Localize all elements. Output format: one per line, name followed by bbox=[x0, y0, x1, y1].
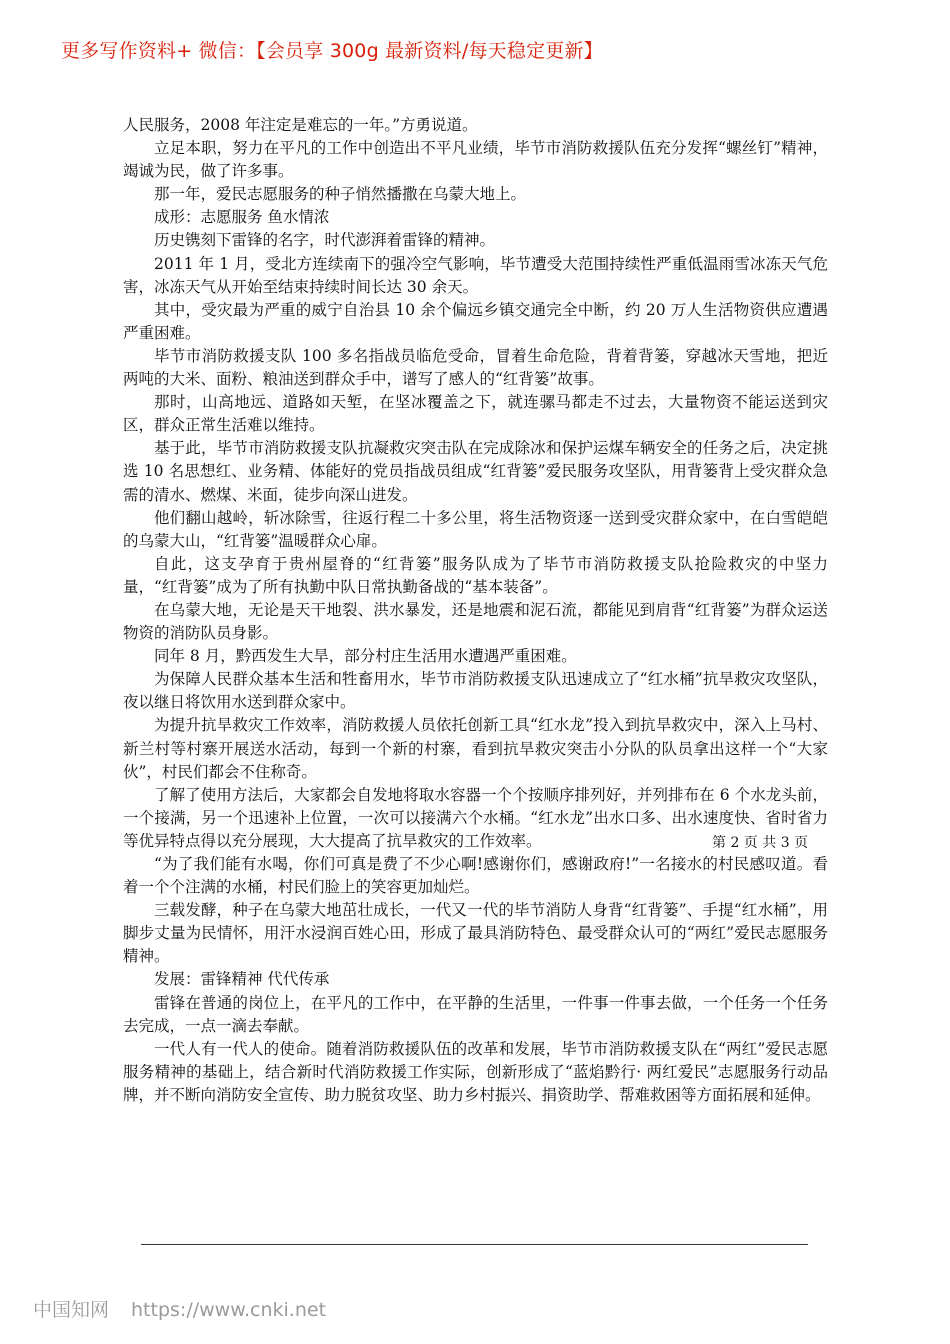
page-number: 第 2 页 共 3 页 bbox=[712, 835, 809, 851]
paragraph: “为了我们能有水喝，你们可真是费了不少心啊!感谢你们，感谢政府!”一名接水的村民感叹道。看着一个个注满的水桶，村民们脸上的笑容更加灿烂。 bbox=[123, 855, 828, 897]
watermark-url: https://www.cnki.net bbox=[131, 1299, 327, 1321]
paragraph: 那时，山高地远、道路如天堑，在坚冰覆盖之下，就连骡马都走不过去，大量物资不能运送到灾区，群众正常生活难以维持。 bbox=[123, 393, 828, 435]
paragraph: 那一年，爱民志愿服务的种子悄然播撒在乌蒙大地上。 bbox=[154, 185, 527, 204]
paragraph: 毕节市消防救援支队 100 多名指战员临危受命，冒着生命危险，背着背篓，穿越冰天雪地，把近两吨的大米、面粉、粮油送到群众手中，谱写了感人的“红背篓”故事。 bbox=[123, 346, 828, 389]
paragraph: 其中，受灾最为严重的威宁自治县 10 余个偏远乡镇交通完全中断，约 20 万人生活物资供应遭遇严重困难。 bbox=[123, 300, 828, 342]
section-heading: 成形：志愿服务 鱼水情浓 bbox=[154, 208, 330, 227]
paragraph: 了解了使用方法后，大家都会自发地将取水容器一个个按顺序排列好，并列排布在 6 个水龙头前，一个接满，另一个迅速补上位置，一次可以接满六个水桶。“红水龙”出水口多、出水速度快、省时省力等优异特点得以充分展现，大大提高了抗旱救灾的工作效率。 bbox=[123, 785, 828, 850]
paragraph: 在乌蒙大地，无论是天干地裂、洪水暴发，还是地震和泥石流，都能见到肩背“红背篓”为群众运送物资的消防队员身影。 bbox=[123, 600, 828, 643]
paragraph: 为提升抗旱救灾工作效率，消防救援人员依托创新工具“红水龙”投入到抗旱救灾中，深入上马村、新兰村等村寨开展送水活动，每到一个新的村寨，看到抗旱救灾突击小分队的队员拿出这样一个“大家伙”，村民们都会不住称奇。 bbox=[123, 716, 828, 781]
paragraph: 立足本职，努力在平凡的工作中创造出不平凡业绩，毕节市消防救援队伍充分发挥“螺丝钉”精神，竭诚为民，做了许多事。 bbox=[123, 139, 828, 181]
footer-divider bbox=[141, 1244, 808, 1245]
document-body bbox=[123, 114, 828, 1107]
paragraph: 雷锋在普通的岗位上，在平凡的工作中，在平静的生活里，一件事一件事去做，一个任务一个任务去完成，一点一滴去奉献。 bbox=[123, 993, 828, 1035]
paragraph: 自此，这支孕育于贵州屋脊的“红背篓”服务队成为了毕节市消防救援支队抢险救灾的中坚力量，“红背篓”成为了所有执勤中队日常执勤备战的“基本装备”。 bbox=[123, 554, 828, 596]
paragraph: 2011 年 1 月，受北方连续南下的强冷空气影响，毕节遭受大范围持续性严重低温雨雪冰冻天气危害，冰冻天气从开始至结束持续时间长达 30 余天。 bbox=[123, 254, 828, 296]
paragraph: 三载发酵，种子在乌蒙大地茁壮成长，一代又一代的毕节消防人身背“红背篓”、手提“红水桶”，用脚步丈量为民情怀，用汗水浸润百姓心田，形成了最具消防特色、最受群众认可的“两红”爱民志愿服务精神。 bbox=[123, 901, 828, 966]
paragraph: 为保障人民群众基本生活和牲畜用水，毕节市消防救援支队迅速成立了“红水桶”抗旱救灾攻坚队，夜以继日将饮用水送到群众家中。 bbox=[123, 670, 828, 712]
section-heading: 发展：雷锋精神 代代传承 bbox=[154, 970, 330, 989]
paragraph: 基于此，毕节市消防救援支队抗凝救灾突击队在完成除冰和保护运煤车辆安全的任务之后，决定挑选 10 名思想红、业务精、体能好的党员指战员组成“红背篓”爱民服务攻坚队，用背篓背上受灾群众急需的清水、燃煤、米面，徒步向深山进发。 bbox=[123, 439, 828, 504]
paragraph: 人民服务，2008 年注定是难忘的一年。”方勇说道。 bbox=[123, 116, 478, 134]
paragraph: 一代人有一代人的使命。随着消防救援队伍的改革和发展，毕节市消防救援支队在“两红”爱民志愿服务精神的基础上，结合新时代消防救援工作实际，创新形成了“蓝焰黔行· 两红爱民”志愿服务行动品牌，并不断向消防安全宣传、助力脱贫攻坚、助力乡村振兴、捐资助学、帮难救困等方面拓展和延伸。 bbox=[123, 1039, 828, 1104]
paragraph: 他们翻山越岭，斩冰除雪，往返行程二十多公里，将生活物资逐一送到受灾群众家中，在白雪皑皑的乌蒙大山，“红背篓”温暖群众心扉。 bbox=[123, 508, 828, 550]
paragraph: 同年 8 月，黔西发生大旱，部分村庄生活用水遭遇严重困难。 bbox=[154, 647, 577, 666]
watermark-brand: 中国知网 bbox=[33, 1299, 110, 1321]
paragraph: 历史镌刻下雷锋的名字，时代澎湃着雷锋的精神。 bbox=[154, 231, 496, 250]
watermark bbox=[33, 1295, 326, 1322]
promo-banner: 更多写作资料+ 微信：【会员享 300g 最新资料/每天稳定更新】 bbox=[61, 40, 603, 62]
